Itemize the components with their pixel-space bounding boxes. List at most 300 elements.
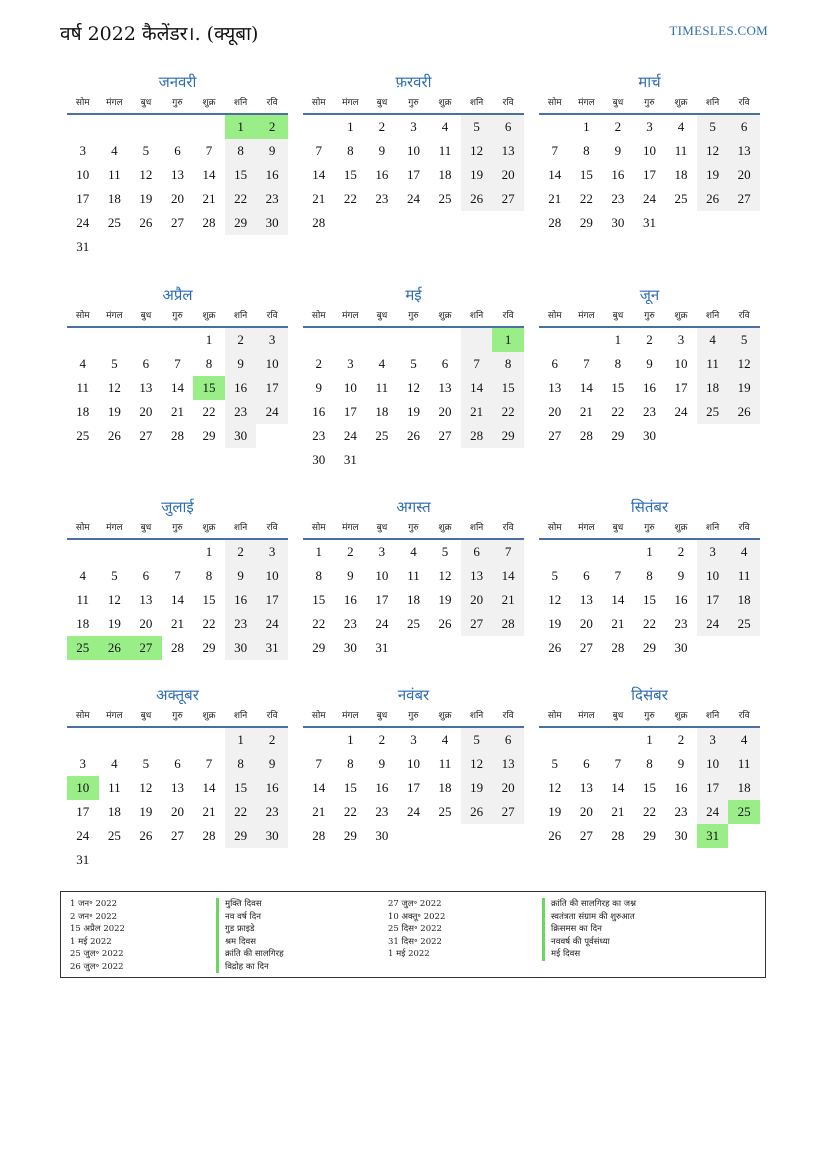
day-cell[interactable]: 15 bbox=[642, 592, 656, 607]
day-cell[interactable]: 30 bbox=[225, 424, 257, 448]
day-cell[interactable]: 28 bbox=[170, 640, 184, 655]
day-cell[interactable]: 19 bbox=[406, 404, 420, 419]
day-cell[interactable]: 16 bbox=[312, 404, 326, 419]
day-cell[interactable]: 26 bbox=[461, 187, 493, 211]
day-cell[interactable]: 14 bbox=[548, 167, 562, 182]
day-cell[interactable]: 3 bbox=[410, 119, 417, 134]
day-cell[interactable]: 16 bbox=[375, 780, 389, 795]
day-cell[interactable]: 8 bbox=[225, 752, 257, 776]
day-cell[interactable]: 29 bbox=[642, 828, 656, 843]
day-cell[interactable]: 27 bbox=[492, 187, 524, 211]
day-cell[interactable]: 22 bbox=[343, 804, 357, 819]
day-cell[interactable]: 6 bbox=[583, 568, 590, 583]
day-cell[interactable]: 8 bbox=[614, 356, 622, 371]
day-cell[interactable]: 30 bbox=[225, 636, 257, 660]
day-cell[interactable]: 5 bbox=[142, 143, 150, 158]
day-cell[interactable]: 17 bbox=[674, 380, 688, 395]
day-cell[interactable]: 19 bbox=[697, 163, 729, 187]
day-cell[interactable]: 12 bbox=[139, 780, 153, 795]
day-cell[interactable]: 27 bbox=[461, 612, 493, 636]
day-cell[interactable]: 16 bbox=[256, 163, 288, 187]
day-cell[interactable]: 19 bbox=[139, 804, 153, 819]
day-cell[interactable]: 23 bbox=[674, 616, 688, 631]
day-cell[interactable]: 28 bbox=[579, 428, 593, 443]
day-cell[interactable]: 28 bbox=[492, 612, 524, 636]
day-cell[interactable]: 23 bbox=[312, 428, 326, 443]
day-cell[interactable]: 18 bbox=[728, 588, 760, 612]
day-cell[interactable]: 6 bbox=[492, 728, 524, 752]
day-cell[interactable]: 9 bbox=[315, 380, 323, 395]
day-cell[interactable]: 10 bbox=[256, 352, 288, 376]
day-cell[interactable]: 6 bbox=[441, 356, 449, 371]
day-cell[interactable]: 18 bbox=[438, 167, 452, 182]
day-cell[interactable]: 15 bbox=[492, 376, 524, 400]
day-cell[interactable]: 12 bbox=[728, 352, 760, 376]
day-cell[interactable]: 15 bbox=[202, 592, 216, 607]
day-cell[interactable]: 5 bbox=[441, 544, 449, 559]
day-cell[interactable]: 16 bbox=[674, 592, 688, 607]
day-cell[interactable]: 9 bbox=[614, 143, 622, 158]
day-cell[interactable]: 25 bbox=[107, 215, 121, 230]
day-cell[interactable]: 10 bbox=[343, 380, 357, 395]
day-cell[interactable]: 7 bbox=[315, 756, 323, 771]
day-cell[interactable]: 16 bbox=[225, 376, 257, 400]
day-cell[interactable]: 13 bbox=[170, 780, 184, 795]
day-cell[interactable]: 19 bbox=[438, 592, 452, 607]
day-cell[interactable]: 1 bbox=[583, 119, 590, 134]
day-cell[interactable]: 5 bbox=[410, 356, 417, 371]
day-cell[interactable]: 19 bbox=[107, 616, 121, 631]
day-cell[interactable]: 14 bbox=[170, 592, 184, 607]
day-cell[interactable]: 12 bbox=[107, 592, 121, 607]
day-cell[interactable]: 21 bbox=[461, 400, 493, 424]
day-cell[interactable]: 25 bbox=[697, 400, 729, 424]
day-cell[interactable]: 5 bbox=[142, 756, 150, 771]
day-cell[interactable]: 31 bbox=[375, 640, 389, 655]
day-cell[interactable]: 21 bbox=[611, 616, 625, 631]
day-cell[interactable]: 3 bbox=[697, 728, 729, 752]
day-cell[interactable]: 6 bbox=[583, 756, 590, 771]
day-cell[interactable]: 24 bbox=[642, 191, 656, 206]
day-cell[interactable]: 12 bbox=[461, 752, 493, 776]
day-cell[interactable]: 13 bbox=[492, 752, 524, 776]
day-cell[interactable]: 20 bbox=[438, 404, 452, 419]
day-cell[interactable]: 16 bbox=[375, 167, 389, 182]
day-cell[interactable]: 24 bbox=[256, 612, 288, 636]
day-cell[interactable]: 9 bbox=[378, 756, 386, 771]
day-cell[interactable]: 26 bbox=[697, 187, 729, 211]
day-cell[interactable]: 20 bbox=[728, 163, 760, 187]
day-cell[interactable]: 14 bbox=[611, 592, 625, 607]
site-brand[interactable]: TIMESLES.COM bbox=[669, 23, 768, 38]
day-cell[interactable]: 27 bbox=[139, 428, 153, 443]
day-cell[interactable]: 10 bbox=[642, 143, 656, 158]
day-cell[interactable]: 3 bbox=[347, 356, 354, 371]
day-cell[interactable]: 1 bbox=[492, 328, 524, 352]
day-cell[interactable]: 24 bbox=[697, 612, 729, 636]
day-cell[interactable]: 22 bbox=[492, 400, 524, 424]
day-cell[interactable]: 15 bbox=[642, 780, 656, 795]
day-cell[interactable]: 1 bbox=[614, 332, 622, 347]
day-cell[interactable]: 31 bbox=[642, 215, 656, 230]
day-cell[interactable]: 15 bbox=[343, 167, 357, 182]
day-cell[interactable]: 12 bbox=[548, 592, 562, 607]
day-cell[interactable]: 22 bbox=[202, 404, 216, 419]
day-cell[interactable]: 11 bbox=[438, 143, 452, 158]
day-cell[interactable]: 16 bbox=[343, 592, 357, 607]
day-cell[interactable]: 1 bbox=[347, 732, 354, 747]
day-cell[interactable]: 15 bbox=[225, 163, 257, 187]
day-cell[interactable]: 7 bbox=[551, 143, 559, 158]
day-cell[interactable]: 28 bbox=[202, 215, 216, 230]
day-cell[interactable]: 27 bbox=[728, 187, 760, 211]
day-cell[interactable]: 27 bbox=[170, 828, 184, 843]
day-cell[interactable]: 23 bbox=[256, 800, 288, 824]
day-cell[interactable]: 8 bbox=[205, 356, 213, 371]
day-cell[interactable]: 11 bbox=[76, 380, 90, 395]
day-cell[interactable]: 8 bbox=[347, 756, 354, 771]
day-cell[interactable]: 21 bbox=[312, 804, 326, 819]
day-cell[interactable]: 28 bbox=[312, 828, 326, 843]
day-cell[interactable]: 15 bbox=[225, 776, 257, 800]
day-cell[interactable]: 4 bbox=[111, 756, 118, 771]
day-cell[interactable]: 29 bbox=[611, 428, 625, 443]
day-cell[interactable]: 26 bbox=[406, 428, 420, 443]
day-cell[interactable]: 14 bbox=[312, 167, 326, 182]
day-cell[interactable]: 18 bbox=[375, 404, 389, 419]
day-cell[interactable]: 1 bbox=[347, 119, 354, 134]
day-cell[interactable]: 3 bbox=[79, 143, 87, 158]
day-cell[interactable]: 20 bbox=[170, 191, 184, 206]
day-cell[interactable]: 27 bbox=[170, 215, 184, 230]
day-cell[interactable]: 18 bbox=[728, 776, 760, 800]
day-cell[interactable]: 10 bbox=[406, 756, 420, 771]
day-cell[interactable]: 12 bbox=[406, 380, 420, 395]
day-cell[interactable]: 29 bbox=[312, 640, 326, 655]
day-cell[interactable]: 4 bbox=[111, 143, 118, 158]
day-cell[interactable]: 4 bbox=[441, 732, 449, 747]
day-cell[interactable]: 29 bbox=[492, 424, 524, 448]
day-cell[interactable]: 2 bbox=[256, 115, 288, 139]
day-cell[interactable]: 25 bbox=[375, 428, 389, 443]
day-cell[interactable]: 13 bbox=[728, 139, 760, 163]
day-cell[interactable]: 31 bbox=[76, 239, 90, 254]
day-cell[interactable]: 20 bbox=[461, 588, 493, 612]
day-cell[interactable]: 26 bbox=[139, 828, 153, 843]
day-cell[interactable]: 27 bbox=[579, 828, 593, 843]
day-cell[interactable]: 13 bbox=[170, 167, 184, 182]
day-cell[interactable]: 27 bbox=[130, 636, 162, 660]
day-cell[interactable]: 9 bbox=[677, 756, 685, 771]
day-cell[interactable]: 24 bbox=[406, 804, 420, 819]
day-cell[interactable]: 7 bbox=[174, 568, 181, 583]
day-cell[interactable]: 21 bbox=[611, 804, 625, 819]
day-cell[interactable]: 24 bbox=[697, 800, 729, 824]
day-cell[interactable]: 19 bbox=[461, 163, 493, 187]
day-cell[interactable]: 21 bbox=[312, 191, 326, 206]
day-cell[interactable]: 23 bbox=[674, 804, 688, 819]
day-cell[interactable]: 12 bbox=[139, 167, 153, 182]
day-cell[interactable]: 26 bbox=[438, 616, 452, 631]
day-cell[interactable]: 5 bbox=[461, 728, 493, 752]
day-cell[interactable]: 12 bbox=[548, 780, 562, 795]
day-cell[interactable]: 10 bbox=[76, 167, 90, 182]
day-cell[interactable]: 14 bbox=[202, 780, 216, 795]
day-cell[interactable]: 15 bbox=[611, 380, 625, 395]
day-cell[interactable]: 11 bbox=[375, 380, 389, 395]
day-cell[interactable]: 22 bbox=[579, 191, 593, 206]
day-cell[interactable]: 20 bbox=[492, 776, 524, 800]
day-cell[interactable]: 21 bbox=[202, 804, 216, 819]
day-cell[interactable]: 12 bbox=[697, 139, 729, 163]
day-cell[interactable]: 15 bbox=[343, 780, 357, 795]
day-cell[interactable]: 11 bbox=[438, 756, 452, 771]
day-cell[interactable]: 6 bbox=[142, 356, 150, 371]
day-cell[interactable]: 3 bbox=[646, 119, 653, 134]
day-cell[interactable]: 16 bbox=[225, 588, 257, 612]
day-cell[interactable]: 21 bbox=[202, 191, 216, 206]
day-cell[interactable]: 19 bbox=[139, 191, 153, 206]
day-cell[interactable]: 6 bbox=[461, 540, 493, 564]
day-cell[interactable]: 7 bbox=[461, 352, 493, 376]
day-cell[interactable]: 4 bbox=[410, 544, 417, 559]
day-cell[interactable]: 16 bbox=[611, 167, 625, 182]
day-cell[interactable]: 26 bbox=[461, 800, 493, 824]
day-cell[interactable]: 10 bbox=[697, 752, 729, 776]
day-cell[interactable]: 22 bbox=[611, 404, 625, 419]
day-cell[interactable]: 7 bbox=[174, 356, 181, 371]
day-cell[interactable]: 29 bbox=[642, 640, 656, 655]
day-cell[interactable]: 21 bbox=[170, 616, 184, 631]
day-cell[interactable]: 9 bbox=[677, 568, 685, 583]
day-cell[interactable]: 2 bbox=[646, 332, 653, 347]
day-cell[interactable]: 14 bbox=[611, 780, 625, 795]
day-cell[interactable]: 13 bbox=[579, 780, 593, 795]
day-cell[interactable]: 20 bbox=[139, 404, 153, 419]
day-cell[interactable]: 11 bbox=[697, 352, 729, 376]
day-cell[interactable]: 11 bbox=[728, 564, 760, 588]
day-cell[interactable]: 28 bbox=[202, 828, 216, 843]
day-cell[interactable]: 21 bbox=[492, 588, 524, 612]
day-cell[interactable]: 18 bbox=[406, 592, 420, 607]
day-cell[interactable]: 20 bbox=[139, 616, 153, 631]
day-cell[interactable]: 2 bbox=[614, 119, 622, 134]
day-cell[interactable]: 5 bbox=[111, 568, 118, 583]
day-cell[interactable]: 1 bbox=[205, 544, 213, 559]
day-cell[interactable]: 13 bbox=[139, 380, 153, 395]
day-cell[interactable]: 7 bbox=[205, 756, 213, 771]
day-cell[interactable]: 9 bbox=[225, 352, 257, 376]
day-cell[interactable]: 30 bbox=[674, 828, 688, 843]
day-cell[interactable]: 23 bbox=[642, 404, 656, 419]
day-cell[interactable]: 22 bbox=[225, 800, 257, 824]
day-cell[interactable]: 10 bbox=[67, 776, 99, 800]
day-cell[interactable]: 11 bbox=[674, 143, 688, 158]
day-cell[interactable]: 1 bbox=[646, 544, 653, 559]
day-cell[interactable]: 19 bbox=[107, 404, 121, 419]
day-cell[interactable]: 1 bbox=[225, 728, 257, 752]
day-cell[interactable]: 11 bbox=[407, 568, 420, 583]
day-cell[interactable]: 24 bbox=[375, 616, 389, 631]
day-cell[interactable]: 2 bbox=[256, 728, 288, 752]
day-cell[interactable]: 14 bbox=[461, 376, 493, 400]
day-cell[interactable]: 14 bbox=[312, 780, 326, 795]
day-cell[interactable]: 3 bbox=[79, 756, 87, 771]
day-cell[interactable]: 11 bbox=[728, 752, 760, 776]
day-cell[interactable]: 17 bbox=[76, 804, 90, 819]
day-cell[interactable]: 14 bbox=[579, 380, 593, 395]
day-cell[interactable]: 6 bbox=[728, 115, 760, 139]
day-cell[interactable]: 2 bbox=[315, 356, 323, 371]
day-cell[interactable]: 19 bbox=[461, 776, 493, 800]
day-cell[interactable]: 23 bbox=[256, 187, 288, 211]
day-cell[interactable]: 24 bbox=[76, 215, 90, 230]
day-cell[interactable]: 10 bbox=[674, 356, 688, 371]
day-cell[interactable]: 19 bbox=[728, 376, 760, 400]
day-cell[interactable]: 3 bbox=[256, 328, 288, 352]
day-cell[interactable]: 3 bbox=[378, 544, 386, 559]
day-cell[interactable]: 8 bbox=[646, 568, 653, 583]
day-cell[interactable]: 24 bbox=[674, 404, 688, 419]
day-cell[interactable]: 20 bbox=[579, 804, 593, 819]
day-cell[interactable]: 4 bbox=[697, 328, 729, 352]
day-cell[interactable]: 27 bbox=[438, 428, 452, 443]
day-cell[interactable]: 31 bbox=[343, 452, 357, 467]
day-cell[interactable]: 30 bbox=[642, 428, 656, 443]
day-cell[interactable]: 14 bbox=[170, 380, 184, 395]
day-cell[interactable]: 3 bbox=[697, 540, 729, 564]
day-cell[interactable]: 14 bbox=[492, 564, 524, 588]
day-cell[interactable]: 8 bbox=[225, 139, 257, 163]
day-cell[interactable]: 13 bbox=[548, 380, 562, 395]
day-cell[interactable]: 15 bbox=[312, 592, 326, 607]
day-cell[interactable]: 24 bbox=[343, 428, 357, 443]
day-cell[interactable]: 25 bbox=[107, 828, 121, 843]
day-cell[interactable]: 5 bbox=[728, 328, 760, 352]
day-cell[interactable]: 4 bbox=[677, 119, 685, 134]
day-cell[interactable]: 20 bbox=[170, 804, 184, 819]
day-cell[interactable]: 13 bbox=[461, 564, 493, 588]
day-cell[interactable]: 30 bbox=[611, 215, 625, 230]
day-cell[interactable]: 11 bbox=[108, 780, 121, 795]
day-cell[interactable]: 4 bbox=[79, 568, 87, 583]
day-cell[interactable]: 10 bbox=[375, 568, 389, 583]
day-cell[interactable]: 23 bbox=[225, 400, 257, 424]
day-cell[interactable]: 7 bbox=[614, 756, 622, 771]
day-cell[interactable]: 25 bbox=[406, 616, 420, 631]
day-cell[interactable]: 17 bbox=[406, 167, 420, 182]
day-cell[interactable]: 22 bbox=[312, 616, 326, 631]
day-cell[interactable]: 25 bbox=[67, 636, 99, 660]
day-cell[interactable]: 31 bbox=[256, 636, 288, 660]
day-cell[interactable]: 28 bbox=[611, 640, 625, 655]
day-cell[interactable]: 3 bbox=[256, 540, 288, 564]
day-cell[interactable]: 7 bbox=[315, 143, 323, 158]
day-cell[interactable]: 8 bbox=[583, 143, 590, 158]
day-cell[interactable]: 21 bbox=[548, 191, 562, 206]
day-cell[interactable]: 6 bbox=[174, 143, 181, 158]
day-cell[interactable]: 5 bbox=[111, 356, 118, 371]
day-cell[interactable]: 23 bbox=[225, 612, 257, 636]
day-cell[interactable]: 5 bbox=[551, 568, 559, 583]
day-cell[interactable]: 24 bbox=[76, 828, 90, 843]
day-cell[interactable]: 30 bbox=[343, 640, 357, 655]
day-cell[interactable]: 29 bbox=[202, 640, 216, 655]
day-cell[interactable]: 8 bbox=[315, 568, 323, 583]
day-cell[interactable]: 23 bbox=[375, 804, 389, 819]
day-cell[interactable]: 9 bbox=[256, 139, 288, 163]
day-cell[interactable]: 9 bbox=[225, 564, 257, 588]
day-cell[interactable]: 29 bbox=[202, 428, 216, 443]
day-cell[interactable]: 14 bbox=[202, 167, 216, 182]
day-cell[interactable]: 17 bbox=[642, 167, 656, 182]
day-cell[interactable]: 5 bbox=[551, 756, 559, 771]
day-cell[interactable]: 29 bbox=[225, 211, 257, 235]
day-cell[interactable]: 17 bbox=[256, 588, 288, 612]
day-cell[interactable]: 2 bbox=[677, 732, 685, 747]
day-cell[interactable]: 17 bbox=[406, 780, 420, 795]
day-cell[interactable]: 13 bbox=[438, 380, 452, 395]
day-cell[interactable]: 10 bbox=[697, 564, 729, 588]
day-cell[interactable]: 18 bbox=[674, 167, 688, 182]
day-cell[interactable]: 25 bbox=[438, 191, 452, 206]
day-cell[interactable]: 31 bbox=[697, 824, 729, 848]
day-cell[interactable]: 25 bbox=[674, 191, 688, 206]
day-cell[interactable]: 30 bbox=[375, 828, 389, 843]
day-cell[interactable]: 31 bbox=[76, 852, 90, 867]
day-cell[interactable]: 18 bbox=[76, 404, 90, 419]
day-cell[interactable]: 17 bbox=[375, 592, 389, 607]
day-cell[interactable]: 4 bbox=[728, 728, 760, 752]
day-cell[interactable]: 5 bbox=[697, 115, 729, 139]
day-cell[interactable]: 23 bbox=[343, 616, 357, 631]
day-cell[interactable]: 27 bbox=[548, 428, 562, 443]
day-cell[interactable]: 21 bbox=[579, 404, 593, 419]
day-cell[interactable]: 19 bbox=[548, 804, 562, 819]
day-cell[interactable]: 12 bbox=[461, 139, 493, 163]
day-cell[interactable]: 28 bbox=[548, 215, 562, 230]
day-cell[interactable]: 1 bbox=[225, 115, 257, 139]
day-cell[interactable]: 6 bbox=[551, 356, 559, 371]
day-cell[interactable]: 10 bbox=[406, 143, 420, 158]
day-cell[interactable]: 26 bbox=[139, 215, 153, 230]
day-cell[interactable]: 29 bbox=[343, 828, 357, 843]
day-cell[interactable]: 17 bbox=[697, 776, 729, 800]
day-cell[interactable]: 29 bbox=[225, 824, 257, 848]
day-cell[interactable]: 30 bbox=[256, 211, 288, 235]
day-cell[interactable]: 23 bbox=[611, 191, 625, 206]
day-cell[interactable]: 9 bbox=[378, 143, 386, 158]
day-cell[interactable]: 16 bbox=[674, 780, 688, 795]
day-cell[interactable]: 11 bbox=[108, 167, 121, 182]
day-cell[interactable]: 27 bbox=[579, 640, 593, 655]
day-cell[interactable]: 8 bbox=[347, 143, 354, 158]
day-cell[interactable]: 22 bbox=[642, 616, 656, 631]
day-cell[interactable]: 10 bbox=[256, 564, 288, 588]
day-cell[interactable]: 26 bbox=[728, 400, 760, 424]
day-cell[interactable]: 7 bbox=[583, 356, 590, 371]
day-cell[interactable]: 18 bbox=[107, 191, 121, 206]
day-cell[interactable]: 4 bbox=[378, 356, 386, 371]
day-cell[interactable]: 23 bbox=[375, 191, 389, 206]
day-cell[interactable]: 19 bbox=[548, 616, 562, 631]
day-cell[interactable]: 22 bbox=[202, 616, 216, 631]
day-cell[interactable]: 29 bbox=[579, 215, 593, 230]
day-cell[interactable]: 26 bbox=[548, 640, 562, 655]
day-cell[interactable]: 17 bbox=[76, 191, 90, 206]
day-cell[interactable]: 13 bbox=[579, 592, 593, 607]
day-cell[interactable]: 4 bbox=[79, 356, 87, 371]
